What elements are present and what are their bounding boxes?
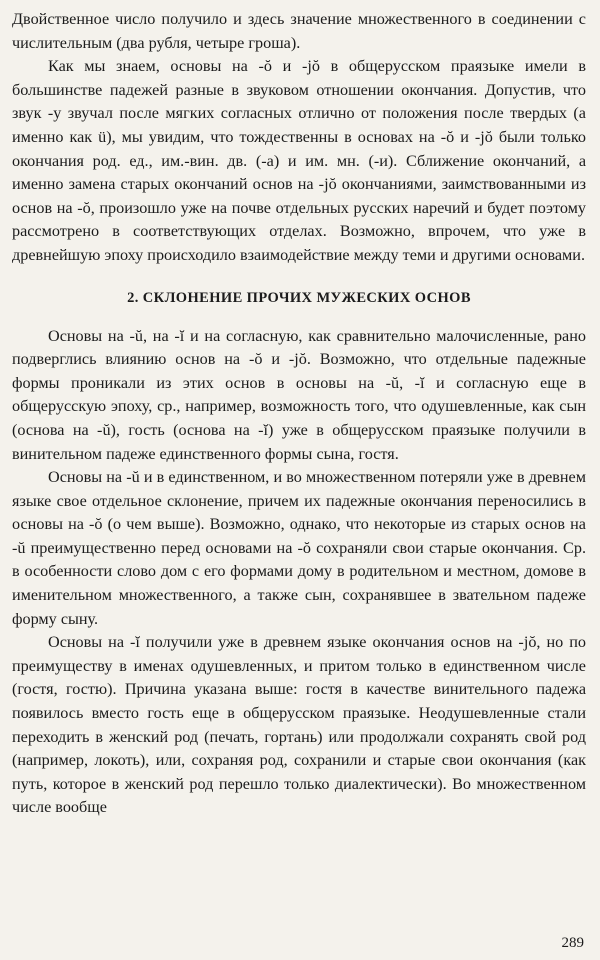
paragraph-o-jo-stems: Как мы знаем, основы на -ŏ и -jŏ в общерусском праязыке имели в большинстве падежей разные в звуковом отношении окончания. Допустив, что звук -у звучал после мягких согласных отлично от положения после твердых (а именно как ü), мы увидим, что тождественны в основах на -ŏ и -jŏ были только окончания род. ед., им.-вин. дв. (-а) и им. мн. (-и). Сближение окончаний, а именно замена старых окончаний основ на -jŏ окончаниями, заимствованными из основ на -ŏ, произошло уже на почве отдельных русских наречий и будет поэтому рассмотрено в соответствующих отделах. Возможно, впрочем, что уже в древнейшую эпоху происходило взаимодействие между теми и другими основами.	[12, 57, 586, 264]
paragraph-u-stems: Основы на -ŭ и в единственном, и во множественном потеряли уже в древнем языке свое отдельное склонение, причем их падежные окончания переносились в основы на -ŏ (о чем выше). Возможно, однако, что некоторые из старых основ на -ŭ преимущественно перед основами на -ŏ сохраняли свои старые окончания. Ср. в особенности слово дом с его формами дому в родительном и местном, домове в именительном множественного, а также сын, сохранявшее в звательном падеже форму сыну.	[12, 468, 586, 628]
paragraph-i-stems: Основы на -ĭ получили уже в древнем языке окончания основ на -jŏ, но по преимуществу в именах одушевленных, и притом только в единственном числе (гостя, гостю). Причина указана выше: гостя в качестве винительного падежа появилось вместо гость еще в общерусском праязыке. Неодушевленные стали переходить в женский род (печать, гортань) или продолжали сохранять свой род (например, локоть), или, сохраняя род, сохранили и старые свои окончания (как путь, которое в женский род перешло только диалектически). Во множественном числе вообще	[12, 633, 586, 817]
paragraph-u-i-consonant-stems: Основы на -ŭ, на -ĭ и на согласную, как сравнительно малочисленные, рано подверглись влиянию основ на -ŏ и -jŏ. Возможно, что отдельные падежные формы проникали из этих основ в основы на -ŭ, -ĭ и согласную еще в общерусскую эпоху, ср., например, возможность того, что одушевленные, как сын (основа на -ŭ), гость (основа на -ĭ) уже в общерусском праязыке получили в винительном падеже единственного формы сына, гостя.	[12, 326, 586, 463]
paragraph-dual-number: Двойственное число получило и здесь значение множественного в соединении с числительным (два рубля, четыре гроша).	[12, 10, 586, 52]
page-number: 289	[561, 935, 584, 951]
section-heading: 2. СКЛОНЕНИЕ ПРОЧИХ МУЖЕСКИХ ОСНОВ	[127, 289, 471, 306]
